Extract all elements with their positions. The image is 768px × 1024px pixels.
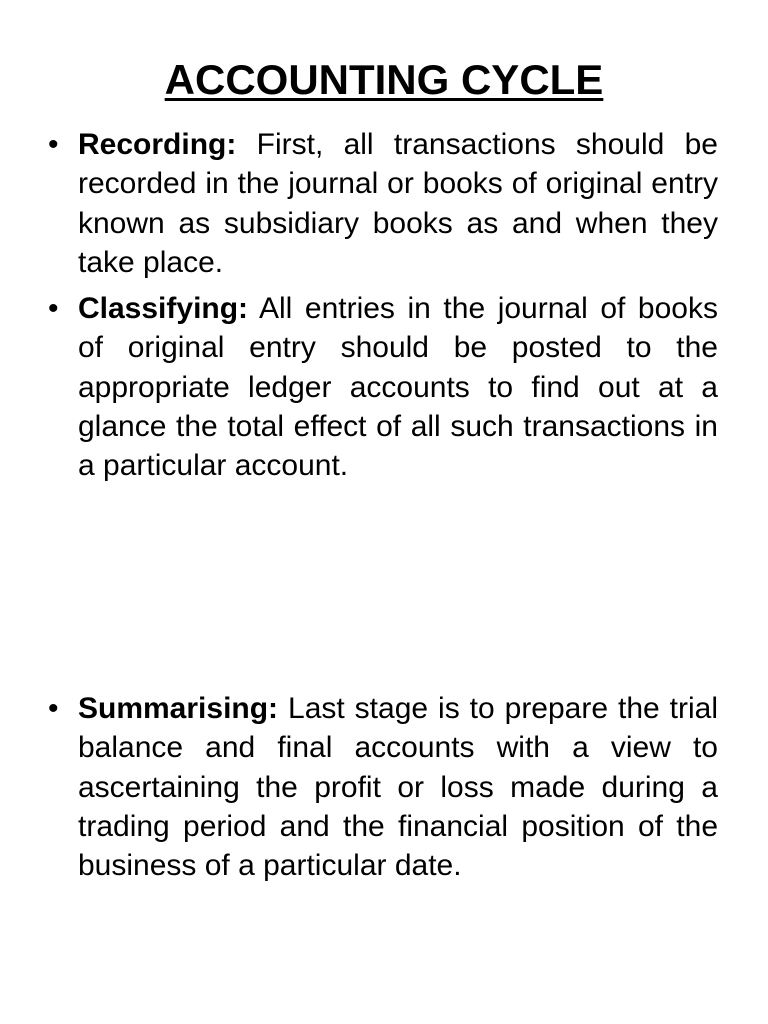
bullet-marker-icon: • — [48, 692, 59, 725]
bullet-text — [78, 289, 718, 485]
bullet-item-recording — [48, 125, 718, 282]
bullet-label: Classifying: — [78, 292, 249, 325]
bullet-text — [78, 689, 718, 885]
bullet-label: Summarising: — [78, 692, 279, 725]
bullet-item-classifying — [48, 289, 718, 485]
slide-title: ACCOUNTING CYCLE — [164, 56, 604, 103]
bullet-label: Recording: — [78, 128, 237, 161]
bullet-marker-icon: • — [48, 292, 59, 325]
bullet-body: All entries in the journal of books of original entry should be posted to the appropriate ledger accounts to find out at a glance the total effect of all such transactions in a particular account. — [78, 292, 718, 483]
bullet-body: First, all transactions should be recorded in the journal or books of original entry known as subsidiary books as and when they take place. — [78, 128, 718, 279]
bullet-text — [78, 125, 718, 282]
bullet-item-summarising — [48, 689, 718, 885]
bullet-marker-icon: • — [48, 128, 59, 161]
bullet-body: Last stage is to prepare the trial balance and final accounts with a view to ascertaining the profit or loss made during a trading period and the financial position of the business of a particular date. — [78, 692, 718, 883]
